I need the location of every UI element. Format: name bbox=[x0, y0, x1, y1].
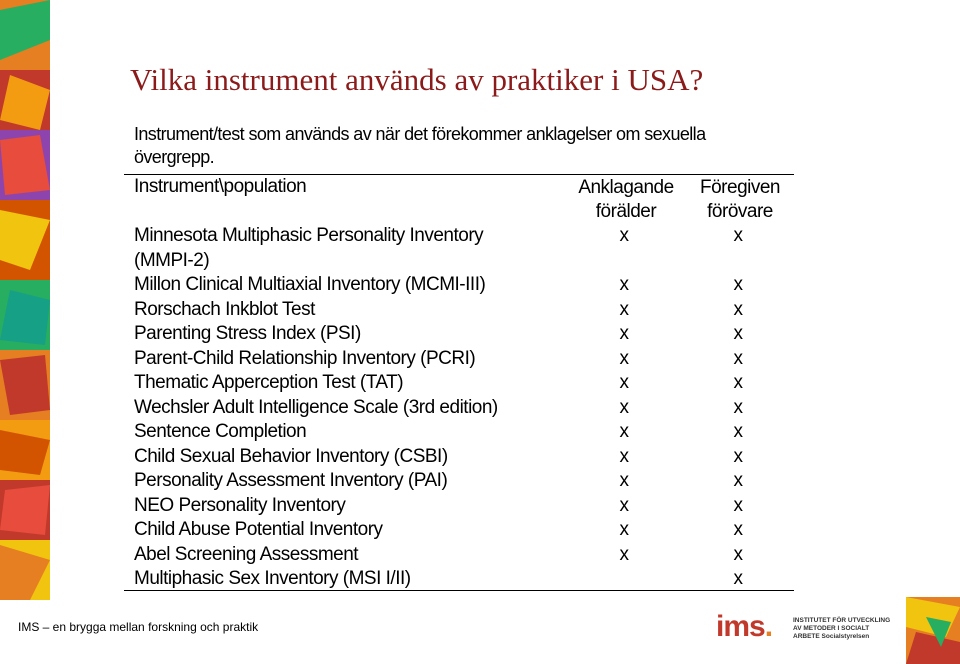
instrument-name: Parenting Stress Index (PSI) bbox=[134, 323, 361, 344]
alleged-perpetrator-mark: x bbox=[733, 347, 743, 369]
alleged-perpetrator-mark: x bbox=[733, 396, 743, 418]
accusing-parent-mark: x bbox=[619, 470, 629, 491]
table-row bbox=[134, 469, 794, 494]
institute-name: INSTITUTET FÖR UTVECKLING AV METODER I SOCIALT ARBETE Socialstyrelsen bbox=[793, 617, 891, 640]
table-row bbox=[134, 420, 794, 445]
table-row bbox=[134, 322, 794, 347]
instrument-name: Rorschach Inkblot Test bbox=[134, 298, 315, 320]
page-title: Vilka instrument används av praktiker i USA? bbox=[130, 62, 704, 97]
instrument-table bbox=[134, 174, 794, 592]
instrument-name: Child Sexual Behavior Inventory (CSBI) bbox=[134, 445, 448, 467]
alleged-perpetrator-mark: x bbox=[733, 372, 743, 393]
logo-dot: . bbox=[764, 610, 773, 643]
accusing-parent-mark: x bbox=[619, 323, 629, 344]
ims-logo bbox=[716, 610, 772, 644]
alleged-perpetrator-mark: x bbox=[733, 470, 743, 491]
accusing-parent-mark: x bbox=[619, 494, 629, 516]
alleged-perpetrator-mark: x bbox=[733, 519, 743, 540]
table-row bbox=[134, 249, 794, 274]
accusing-parent-mark: x bbox=[619, 519, 629, 540]
table-row bbox=[134, 347, 794, 372]
decorative-side-strip bbox=[0, 0, 50, 600]
table-row bbox=[134, 273, 794, 298]
page-subtitle: Instrument/test som används av när det förekommer anklagelser om sexuella övergrepp. bbox=[134, 124, 706, 167]
instrument-name: NEO Personality Inventory bbox=[134, 494, 346, 516]
header-alleged-perpetrator: Föregiven förövare bbox=[700, 177, 780, 222]
alleged-perpetrator-mark: x bbox=[733, 445, 743, 467]
table-row bbox=[134, 543, 794, 568]
accusing-parent-mark: x bbox=[619, 274, 629, 295]
accusing-parent-mark: x bbox=[619, 396, 629, 418]
alleged-perpetrator-mark: x bbox=[733, 225, 743, 246]
accusing-parent-mark: x bbox=[619, 347, 629, 369]
alleged-perpetrator-mark: x bbox=[733, 421, 743, 442]
table-header bbox=[134, 174, 794, 224]
table-body bbox=[134, 224, 794, 592]
header-accusing-parent: Anklagande förälder bbox=[578, 177, 674, 222]
instrument-name: Parent-Child Relationship Inventory (PCRI) bbox=[134, 347, 476, 369]
header-instrument-population: Instrument\population bbox=[134, 176, 307, 197]
accusing-parent-mark: x bbox=[619, 298, 629, 320]
instrument-name: Child Abuse Potential Inventory bbox=[134, 519, 383, 540]
table-row bbox=[134, 298, 794, 323]
instrument-name: Personality Assessment Inventory (PAI) bbox=[134, 470, 448, 491]
alleged-perpetrator-mark: x bbox=[733, 494, 743, 516]
table-row bbox=[134, 224, 794, 249]
footer-text: IMS – en brygga mellan forskning och praktik bbox=[18, 620, 259, 634]
logo-text: ims bbox=[716, 610, 765, 643]
alleged-perpetrator-mark: x bbox=[733, 323, 743, 344]
accusing-parent-mark: x bbox=[619, 445, 629, 467]
table-bottom-rule bbox=[124, 590, 794, 591]
table-row bbox=[134, 494, 794, 519]
table-row bbox=[134, 396, 794, 421]
decorative-pattern bbox=[0, 0, 50, 600]
decorative-corner bbox=[906, 597, 960, 664]
alleged-perpetrator-mark: x bbox=[733, 274, 743, 295]
alleged-perpetrator-mark: x bbox=[733, 298, 743, 320]
accusing-parent-mark: x bbox=[619, 372, 629, 393]
instrument-name: Multiphasic Sex Inventory (MSI I/II) bbox=[134, 568, 411, 589]
table-row bbox=[134, 371, 794, 396]
instrument-name: Minnesota Multiphasic Personality Inventory bbox=[134, 225, 484, 246]
table-row bbox=[134, 445, 794, 470]
accusing-parent-mark: x bbox=[619, 421, 629, 442]
alleged-perpetrator-mark: x bbox=[733, 543, 743, 565]
instrument-name: Thematic Apperception Test (TAT) bbox=[134, 372, 404, 393]
accusing-parent-mark: x bbox=[619, 543, 629, 565]
instrument-name: (MMPI-2) bbox=[134, 249, 210, 271]
table-row bbox=[134, 567, 794, 592]
instrument-name: Sentence Completion bbox=[134, 421, 307, 442]
alleged-perpetrator-mark: x bbox=[733, 568, 743, 589]
instrument-name: Wechsler Adult Intelligence Scale (3rd edition) bbox=[134, 396, 498, 418]
instrument-name: Millon Clinical Multiaxial Inventory (MCMI-III) bbox=[134, 274, 486, 295]
table-row bbox=[134, 518, 794, 543]
corner-pattern bbox=[906, 597, 960, 664]
accusing-parent-mark: x bbox=[619, 225, 629, 246]
instrument-name: Abel Screening Assessment bbox=[134, 543, 359, 565]
